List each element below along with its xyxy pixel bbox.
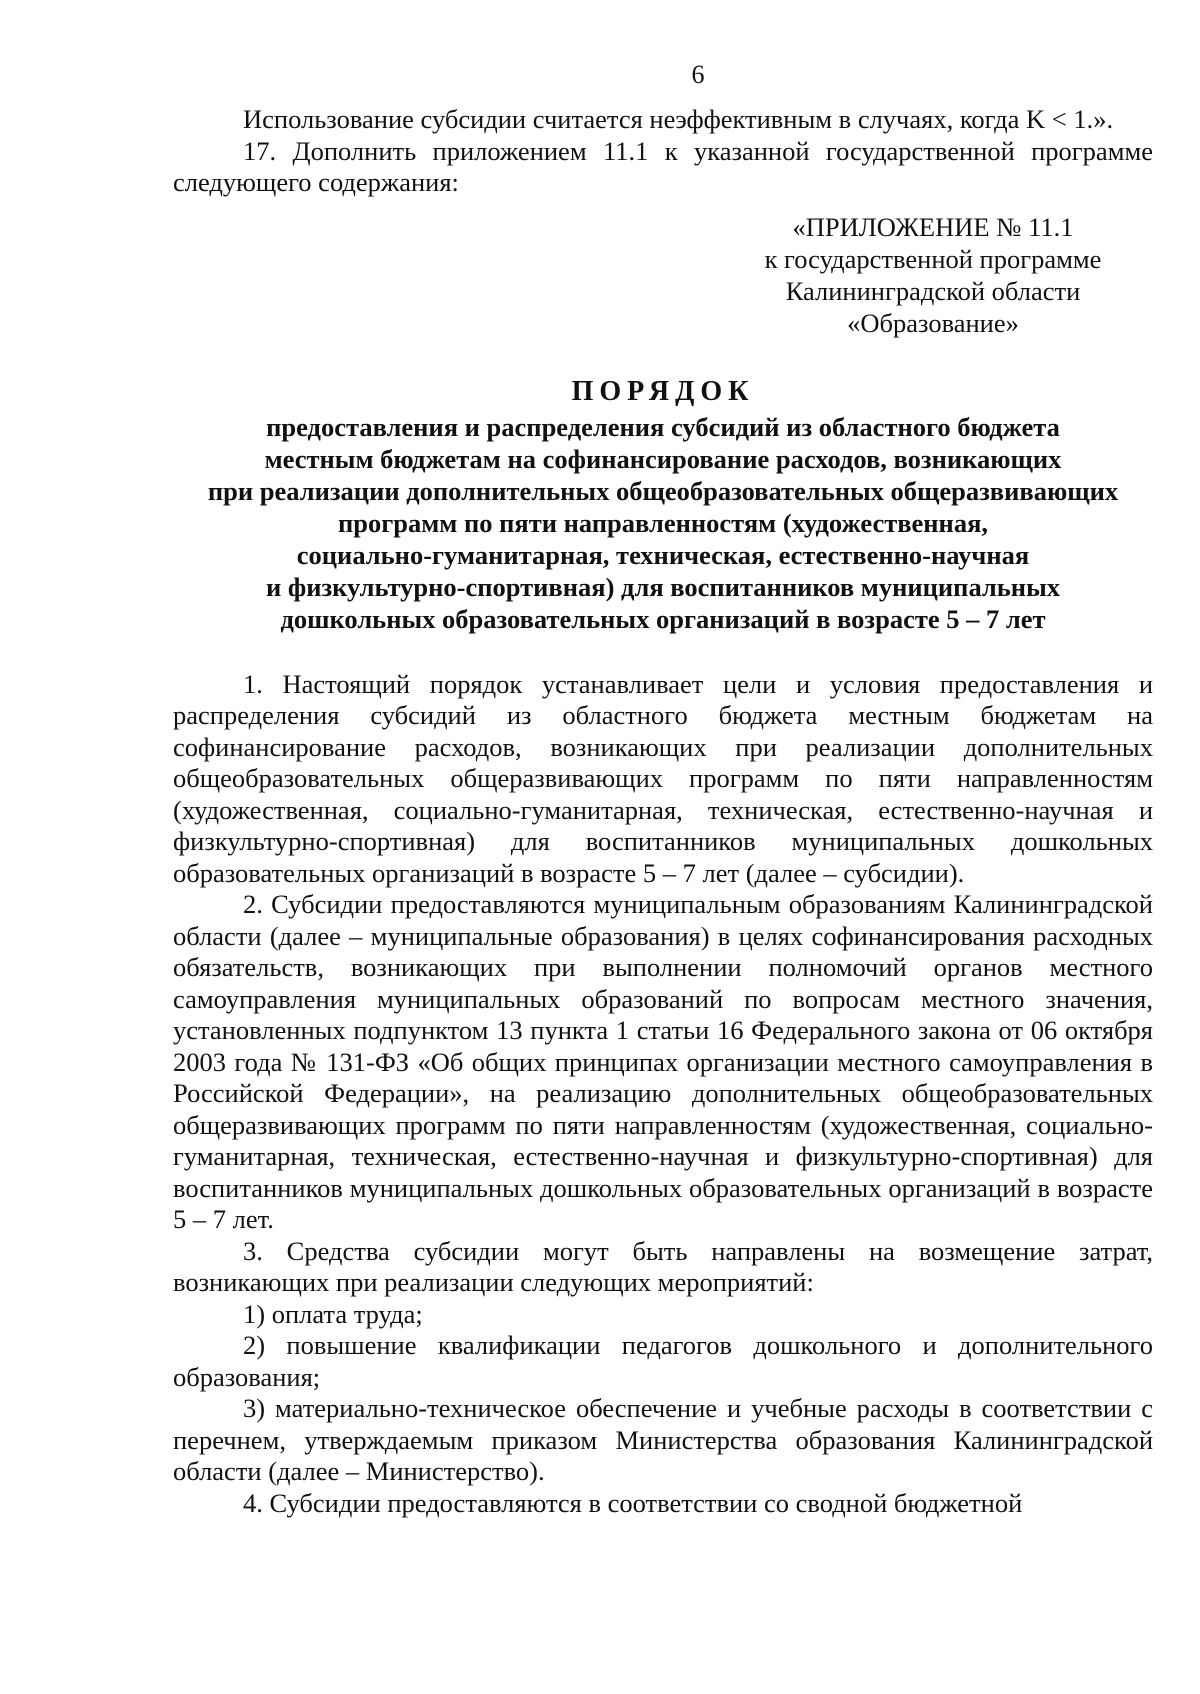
clause-3-item-3: 3) материально-техническое обеспечение и учебные расходы в соответствии с перечнем, утверждаемым приказом Министерства образования Калининградской области (далее – Министерство). — [173, 1393, 1153, 1486]
document-page — [173, 60, 1153, 1519]
subtitle-line-3: при реализации дополнительных общеобразовательных общеразвивающих — [207, 475, 1119, 506]
clause-2: 2. Субсидии предоставляются муниципальным образованиям Калининградской области (далее – муниципальные образования) в целях софинансирования расходных обязательств, возникающих при выполнении полномочий органов местного самоуправления муниципальных образований по вопросам местного значения, установленных подпунктом 13 пункта 1 статьи 16 Федерального закона от 06 октября 2003 года № 131-ФЗ «Об общих принципах организации местного самоуправления в Российской Федерации», на реализацию дополнительных общеобразовательных общеразвивающих программ по пяти направленностям (художественная, социально-гуманитарная, техническая, естественно-научная и физкультурно-спортивная) для воспитанников муниципальных дошкольных образовательных организаций в возрасте 5 – 7 лет. — [173, 889, 1153, 1234]
page-number: 6 — [691, 60, 705, 89]
subtitle-line-6: и физкультурно-спортивная) для воспитанников муниципальных — [265, 571, 1061, 602]
appendix-line-1: «ПРИЛОЖЕНИЕ № 11.1 — [792, 211, 1074, 242]
subtitle-line-7: дошкольных образовательных организаций в возрасте 5 – 7 лет — [280, 603, 1046, 634]
intro-paragraph-1: Использование субсидии считается неэффективным в случаях, когда K < 1.». — [243, 104, 1114, 134]
clause-3-item-1: 1) оплата труда; — [243, 1298, 423, 1329]
subtitle-line-5: социально-гуманитарная, техническая, естественно-научная — [296, 539, 1030, 570]
appendix-header — [733, 211, 1133, 339]
document-title: ПОРЯДОК — [571, 375, 755, 407]
clause-4: 4. Субсидии предоставляются в соответствии со сводной бюджетной — [243, 1487, 1023, 1518]
intro-paragraph-2: 17. Дополнить приложением 11.1 к указанной государственной программе следующего содержания: — [173, 135, 1153, 197]
subtitle-line-4: программ по пяти направленностям (художественная, — [337, 507, 989, 538]
clause-3-item-2: 2) повышение квалификации педагогов дошкольного и дополнительного образования; — [173, 1330, 1153, 1392]
appendix-line-4: «Образование» — [847, 307, 1019, 338]
subtitle-line-1: предоставления и распределения субсидий из областного бюджета — [266, 411, 1060, 442]
document-subtitle — [173, 411, 1153, 635]
appendix-line-2: к государственной программе — [764, 243, 1102, 274]
document-body — [173, 669, 1153, 1520]
appendix-line-3: Калининградской области — [785, 275, 1081, 306]
clause-1: 1. Настоящий порядок устанавливает цели и условия предоставления и распределения субсидий из областного бюджета местным бюджетам на софинансирование расходов, возникающих при реализации дополнительных общеобразовательных общеразвивающих программ по пяти направленностям (художественная, социально-гуманитарная, техническая, естественно-научная и физкультурно-спортивная) для воспитанников муниципальных дошкольных образовательных организаций в возрасте 5 – 7 лет (далее – субсидии). — [173, 668, 1153, 888]
subtitle-line-2: местным бюджетам на софинансирование расходов, возникающих — [264, 443, 1062, 474]
clause-3: 3. Средства субсидии могут быть направлены на возмещение затрат, возникающих при реализации следующих мероприятий: — [173, 1235, 1153, 1297]
